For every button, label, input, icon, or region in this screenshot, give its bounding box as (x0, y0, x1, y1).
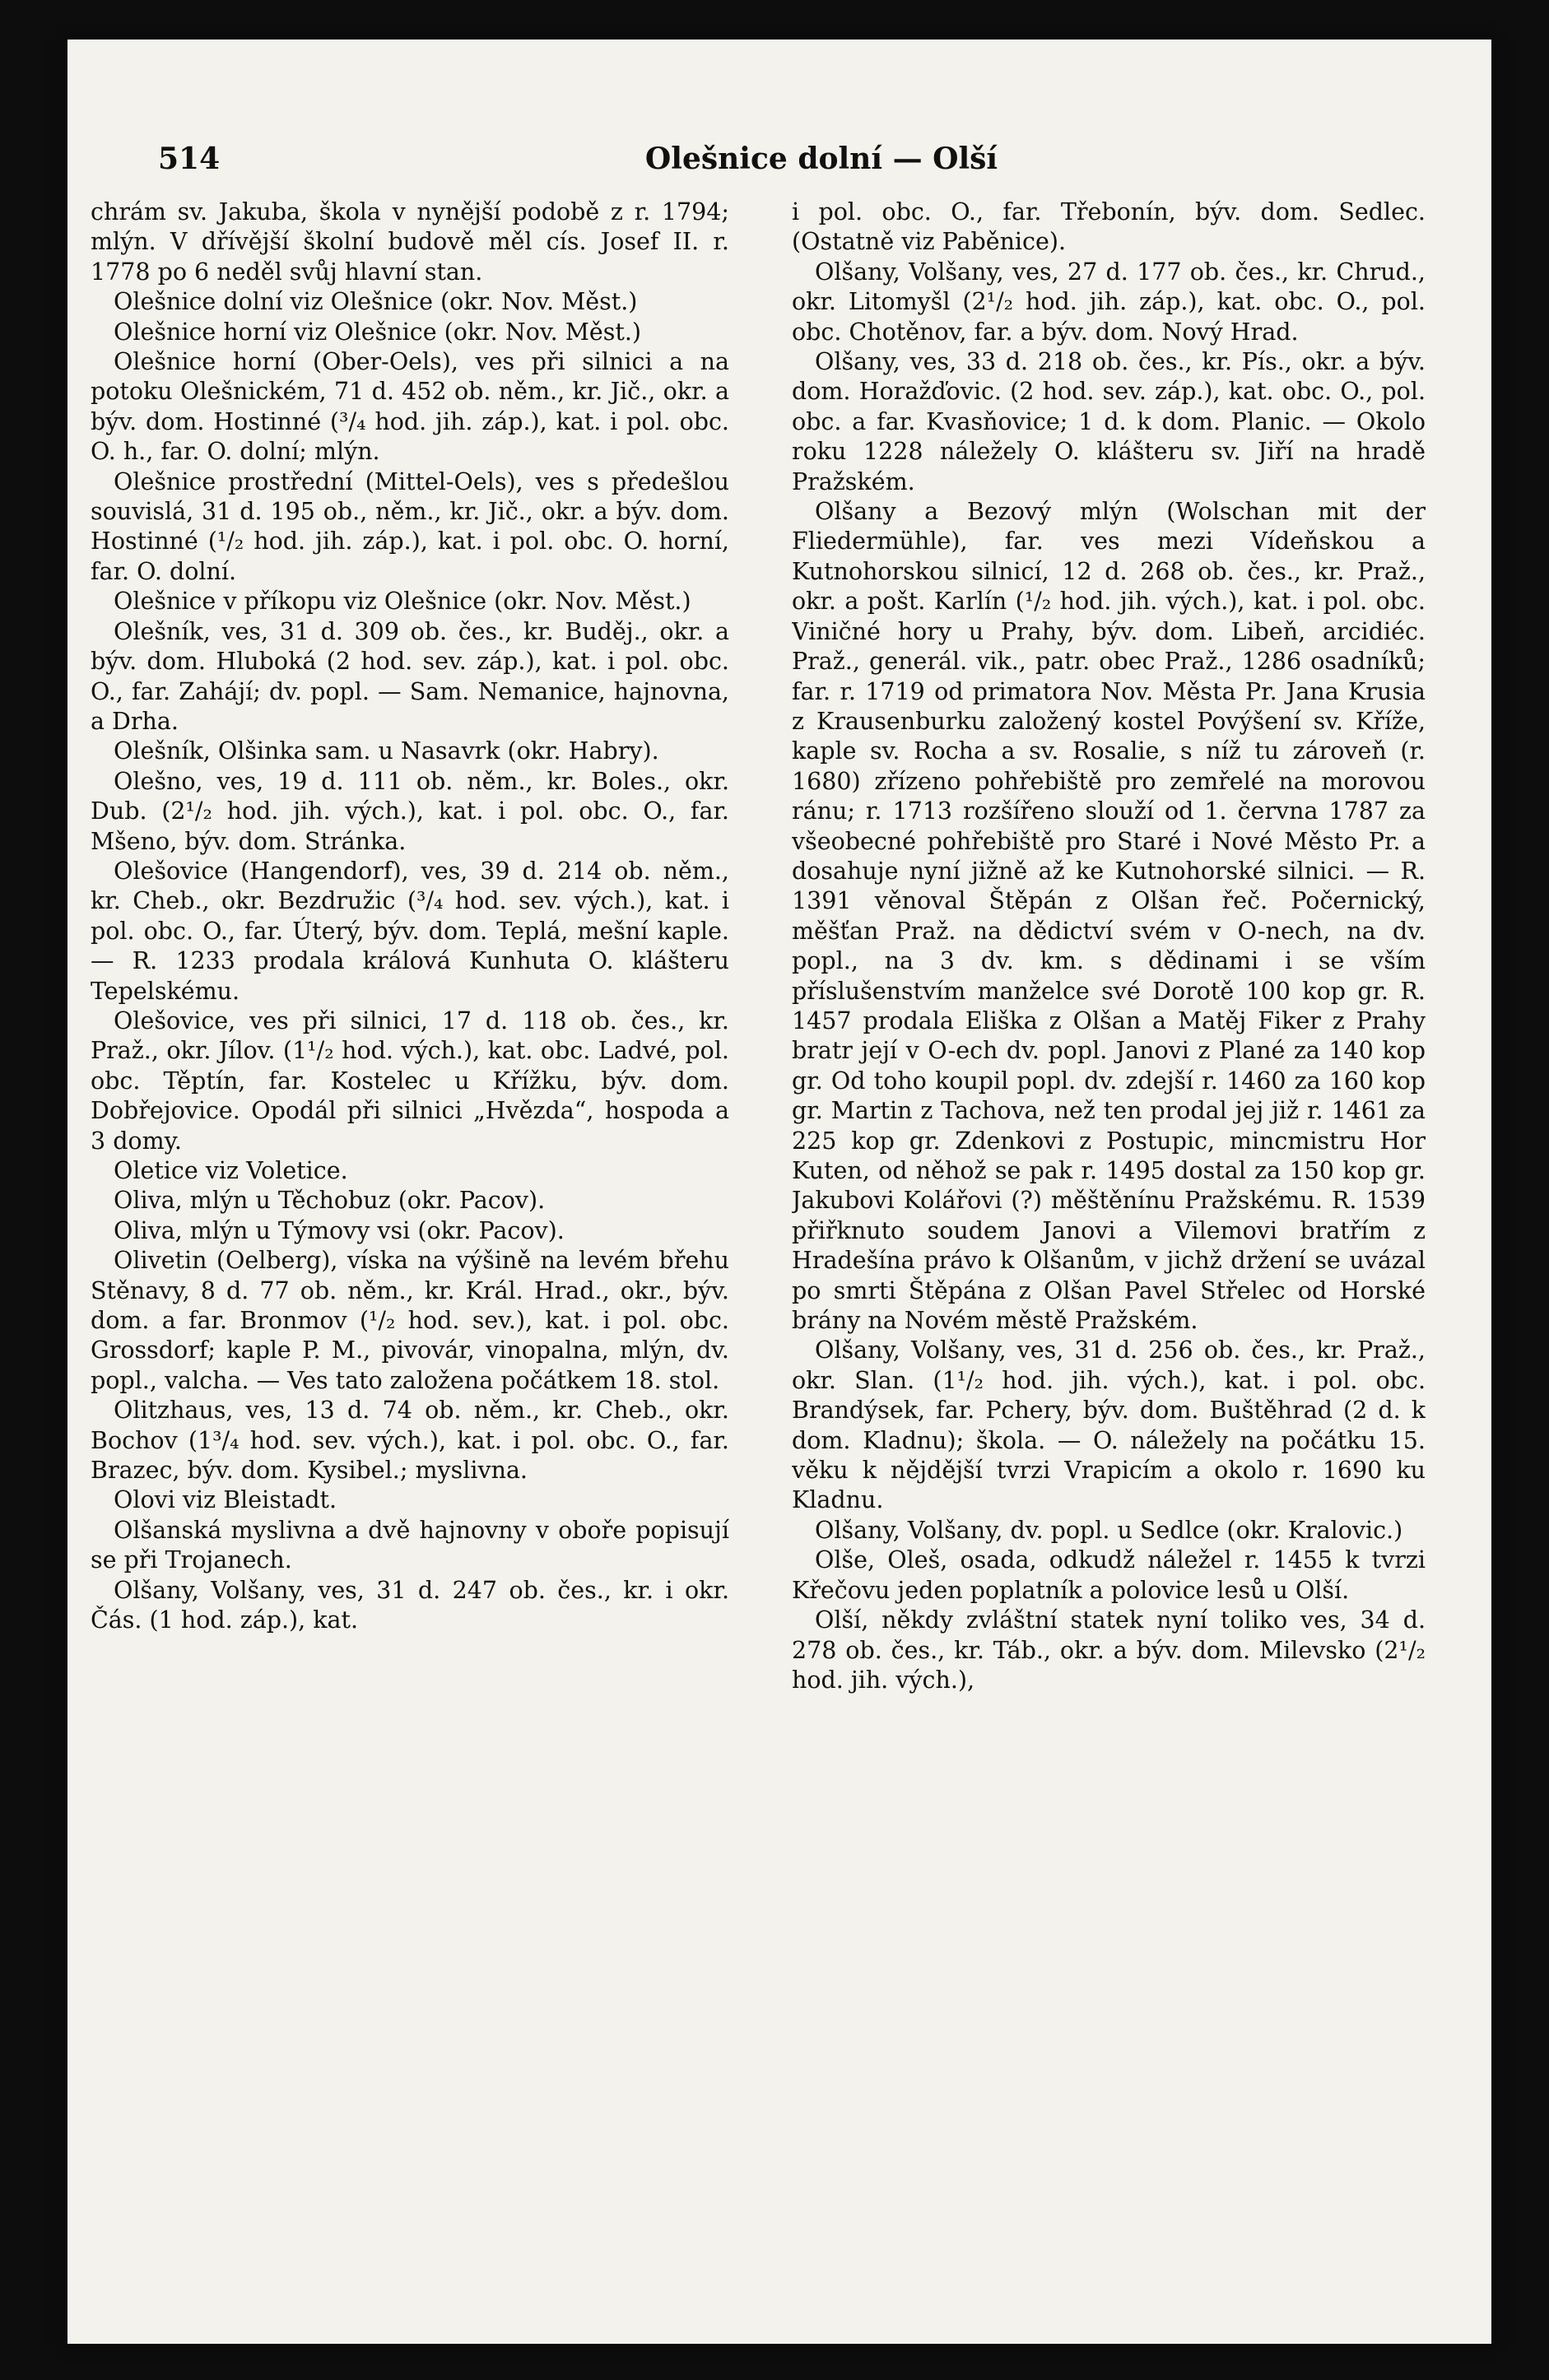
page-header (158, 142, 1485, 188)
entry-text: Olšany, ves, 33 d. 218 ob. čes., kr. Pís., okr. a býv. dom. Horažďovic. (2 hod. sev. záp.), kat. obc. O., pol. obc. a far. Kvasňovice; 1 d. k dom. Planic. — Okolo roku 1228 náležely O. klášteru sv. Jiří na hradě Pražském. (792, 348, 1426, 495)
page-number: 514 (158, 142, 221, 176)
entry-text: chrám sv. Jakuba, škola v nynější podobě z r. 1794; mlýn. V dřívější školní budově měl cís. Josef II. r. 1778 po 6 neděl svůj hlavní stan. (91, 198, 729, 286)
entry-text: Olší, někdy zvláštní statek nyní toliko ves, 34 d. 278 ob. čes., kr. Táb., okr. a býv. dom. Milevsko (2¹/₂ hod. jih. vých.), (792, 1606, 1426, 1694)
entry-text: Olešnice horní viz Olešnice (okr. Nov. Měst.) (114, 318, 642, 346)
entry-text: Olešnice v příkopu viz Olešnice (okr. Nov. Měst.) (114, 588, 691, 616)
entry-text: Olšany, Volšany, dv. popl. u Sedlce (okr. Kralovic.) (815, 1516, 1403, 1544)
entry-text: Olše, Oleš, osada, odkudž náležel r. 1455 k tvrzi Křečovu jeden poplatník a polovice lesů u Olší. (792, 1546, 1426, 1604)
entry-text: Olovi viz Bleistadt. (114, 1486, 337, 1514)
entry-text: Olešno, ves, 19 d. 111 ob. něm., kr. Boles., okr. Dub. (2¹/₂ hod. jih. vých.), kat. i pol. obc. O., far. Mšeno, býv. dom. Stránka. (91, 767, 729, 855)
entry-text: Olešník, ves, 31 d. 309 ob. čes., kr. Buděj., okr. a býv. dom. Hluboká (2 hod. sev. záp.), kat. i pol. obc. O., far. Zahájí; dv. popl. — Sam. Nemanice, hajnovna, a Drha. (91, 617, 729, 735)
entry-text: Olitzhaus, ves, 13 d. 74 ob. něm., kr. Cheb., okr. Bochov (1³/₄ hod. sev. vých.), kat. i pol. obc. O., far. Brazec, býv. dom. Kysibel.; myslivna. (91, 1397, 729, 1485)
right-column (792, 198, 1426, 2288)
entry-text: Olšany, Volšany, ves, 31 d. 247 ob. čes., kr. i okr. Čás. (1 hod. záp.), kat. (91, 1576, 729, 1634)
entry-text: Olešnice dolní viz Olešnice (okr. Nov. Měst.) (114, 288, 638, 316)
entry-text: Olivetin (Oelberg), víska na výšině na levém břehu Stěnavy, 8 d. 77 ob. něm., kr. Král. Hrad., okr., býv. dom. a far. Bronmov (¹/₂ hod. sev.), kat. i pol. obc. Grossdorf; kaple P. M., pivovár, vinopalna, mlýn, dv. popl., valcha. — Ves tato založena počátkem 18. stol. (91, 1247, 729, 1394)
entry-text: Olšany, Volšany, ves, 31 d. 256 ob. čes., kr. Praž., okr. Slan. (1¹/₂ hod. jih. vých.), kat. i pol. obc. Brandýsek, far. Pchery, býv. dom. Buštěhrad (2 d. k dom. Kladnu); škola. — O. náležely na počátku 15. věku k nějdější tvrzi Vrapicím a okolo r. 1690 ku Kladnu. (792, 1336, 1426, 1514)
entry-text: Oliva, mlýn u Těchobuz (okr. Pacov). (114, 1187, 546, 1215)
left-column (91, 198, 729, 2288)
entry-text: i pol. obc. O., far. Třebonín, býv. dom. Sedlec. (Ostatně viz Paběnice). (792, 198, 1426, 256)
running-title: Olešnice dolní — Olší (644, 142, 998, 176)
entry-text: Olešník, Olšinka sam. u Nasavrk (okr. Habry). (114, 737, 659, 765)
entry-text: Oliva, mlýn u Týmovy vsi (okr. Pacov). (114, 1216, 565, 1244)
entry-text: Olešovice (Hangendorf), ves, 39 d. 214 ob. něm., kr. Cheb., okr. Bezdružic (³/₄ hod. sev. vých.), kat. i pol. obc. O., far. Úterý, býv. dom. Teplá, mešní kaple. — R. 1233 prodala králová Kunhuta O. klášteru Tepelskému. (91, 857, 729, 1005)
entry-text: Oletice viz Voletice. (114, 1157, 348, 1184)
entry-text: Olšany, Volšany, ves, 27 d. 177 ob. čes., kr. Chrud., okr. Litomyšl (2¹/₂ hod. jih. záp.), kat. obc. O., pol. obc. Chotěnov, far. a býv. dom. Nový Hrad. (792, 258, 1426, 346)
entry-text: Olešnice prostřední (Mittel-Oels), ves s předešlou souvislá, 31 d. 195 ob., něm., kr. Jič., okr. a býv. dom. Hostinné (¹/₂ hod. jih. záp.), kat. i pol. obc. O. horní, far. O. dolní. (91, 467, 729, 585)
entry-text: Olešnice horní (Ober-Oels), ves při silnici a na potoku Olešnickém, 71 d. 452 ob. něm., kr. Jič., okr. a býv. dom. Hostinné (³/₄ hod. jih. záp.), kat. i pol. obc. O. h., far. O. dolní; mlýn. (91, 348, 729, 466)
entry-text: Olšany a Bezový mlýn (Wolschan mit der Fliedermühle), far. ves mezi Vídeňskou a Kutnohorskou silnicí, 12 d. 268 ob. čes., kr. Praž., okr. a pošt. Karlín (¹/₂ hod. jih. vých.), kat. i pol. obc. Viničné hory u Prahy, býv. dom. Libeň, arcidiéc. Praž., generál. vik., patr. obec Praž., 1286 osadníků; far. r. 1719 od primatora Nov. Města Pr. Jana Krusia z Krausenburku založený kostel Povýšení sv. Kříže, kaple sv. Rocha a sv. Rosalie, s níž tu zároveň (r. 1680) zřízeno pohřebiště pro zemřelé na morovou ránu; r. 1713 rozšířeno slouží od 1. června 1787 za všeobecné pohřebiště pro Staré i Nové Město Pr. a dosahuje nyní jižně až ke Kutnohorské silnici. — R. 1391 věnoval Štěpán z Olšan řeč. Počernický, měšťan Praž. na dědictví svém v O-nech, na dv. popl., na 3 dv. km. s dědinami i se vším příslušenstvím manželce své Dorotě 100 kop gr. R. 1457 prodala Eliška z Olšan a Matěj Fiker z Prahy bratr její v O-ech dv. popl. Janovi z Plané za 140 kop gr. Od toho koupil popl. dv. zdejší r. 1460 za 160 kop gr. Martin z Tachova, než ten prodal jej již r. 1461 za 225 kop gr. Zdenkovi z Postupic, mincmistru Hor Kuten, od něhož se pak r. 1495 dostal za 150 kop gr. Jakubovi Kolářovi (?) měštěnínu Pražskému. R. 1539 přiřknuto soudem Janovi a Vilemovi bratřím z Hradešína právo k Olšanům, v jichž držení se uvázal po smrti Štěpána z Olšan Pavel Střelec od Horské brány na Novém městě Pražském. (792, 498, 1426, 1335)
entry-text: Olešovice, ves při silnici, 17 d. 118 ob. čes., kr. Praž., okr. Jílov. (1¹/₂ hod. vých.), kat. obc. Ladvé, pol. obc. Těptín, far. Kostelec u Křížku, býv. dom. Dobřejovice. Opodál při silnici „Hvězda“, hospoda a 3 domy. (91, 1006, 729, 1155)
entry-text: Olšanská myslivna a dvě hajnovny v oboře popisují se při Trojanech. (91, 1516, 729, 1574)
